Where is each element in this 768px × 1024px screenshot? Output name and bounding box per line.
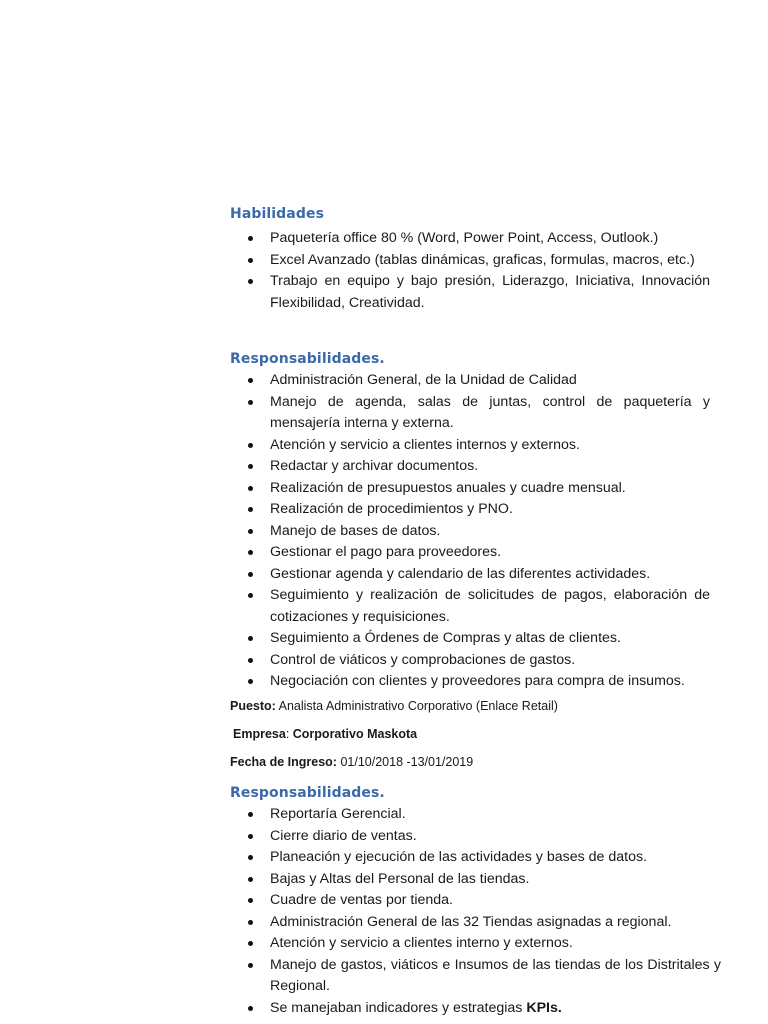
list-item: Control de viáticos y comprobaciones de gastos. [230, 650, 710, 672]
habilidades-list [230, 228, 710, 314]
list-item: Trabajo en equipo y bajo presión, Liderazgo, Iniciativa, Innovación Flexibilidad, Creatividad. [230, 271, 710, 314]
list-item: Realización de procedimientos y PNO. [230, 499, 710, 521]
list-item: Paquetería office 80 % (Word, Power Point, Access, Outlook.) [230, 228, 710, 250]
list-item: Cierre diario de ventas. [230, 826, 721, 848]
list-item: Realización de presupuestos anuales y cuadre mensual. [230, 478, 710, 500]
list-item: Negociación con clientes y proveedores para compra de insumos. [230, 671, 710, 693]
puesto-label: Puesto: [230, 699, 276, 713]
responsabilidades-list-2 [230, 804, 721, 1019]
list-item: Redactar y archivar documentos. [230, 456, 710, 478]
list-item: Cuadre de ventas por tienda. [230, 890, 721, 912]
section-title-responsabilidades-1: Responsabilidades. [230, 351, 385, 367]
list-item [230, 998, 721, 1020]
list-item: Atención y servicio a clientes interno y externos. [230, 933, 721, 955]
responsabilidades-list-1 [230, 370, 710, 693]
section-title-habilidades: Habilidades [230, 206, 325, 222]
list-item: Seguimiento y realización de solicitudes de pagos, elaboración de cotizaciones y requisiciones. [230, 585, 710, 628]
list-item: Manejo de agenda, salas de juntas, control de paquetería y mensajería interna y externa. [230, 392, 710, 435]
empresa-separator: : [285, 727, 293, 741]
empresa-label: Empresa [233, 727, 286, 741]
list-item: Planeación y ejecución de las actividades y bases de datos. [230, 847, 721, 869]
kpi-item-bold: KPIs. [526, 999, 562, 1016]
section-title-responsabilidades-2: Responsabilidades. [230, 785, 385, 801]
list-item: Gestionar el pago para proveedores. [230, 542, 710, 564]
list-item: Reportaría Gerencial. [230, 804, 721, 826]
list-item: Manejo de bases de datos. [230, 521, 710, 543]
list-item: Excel Avanzado (tablas dinámicas, graficas, formulas, macros, etc.) [230, 250, 710, 272]
fecha-label: Fecha de Ingreso: [230, 755, 337, 769]
list-item: Atención y servicio a clientes internos y externos. [230, 435, 710, 457]
list-item: Seguimiento a Órdenes de Compras y altas de clientes. [230, 628, 710, 650]
fecha-value: 01/10/2018 -13/01/2019 [336, 755, 474, 769]
empresa-line [233, 727, 417, 741]
kpi-item-text: Se manejaban indicadores y estrategias [270, 999, 527, 1016]
list-item: Bajas y Altas del Personal de las tiendas. [230, 869, 721, 891]
fecha-line [230, 755, 473, 769]
list-item: Manejo de gastos, viáticos e Insumos de las tiendas de los Distritales y Regional. [230, 955, 721, 998]
list-item: Administración General de las 32 Tiendas asignadas a regional. [230, 912, 721, 934]
puesto-value: Analista Administrativo Corporativo (Enlace Retail) [275, 699, 558, 713]
empresa-value: Corporativo Maskota [292, 727, 418, 741]
list-item: Administración General, de la Unidad de Calidad [230, 370, 710, 392]
puesto-line [230, 699, 558, 713]
list-item: Gestionar agenda y calendario de las diferentes actividades. [230, 564, 710, 586]
